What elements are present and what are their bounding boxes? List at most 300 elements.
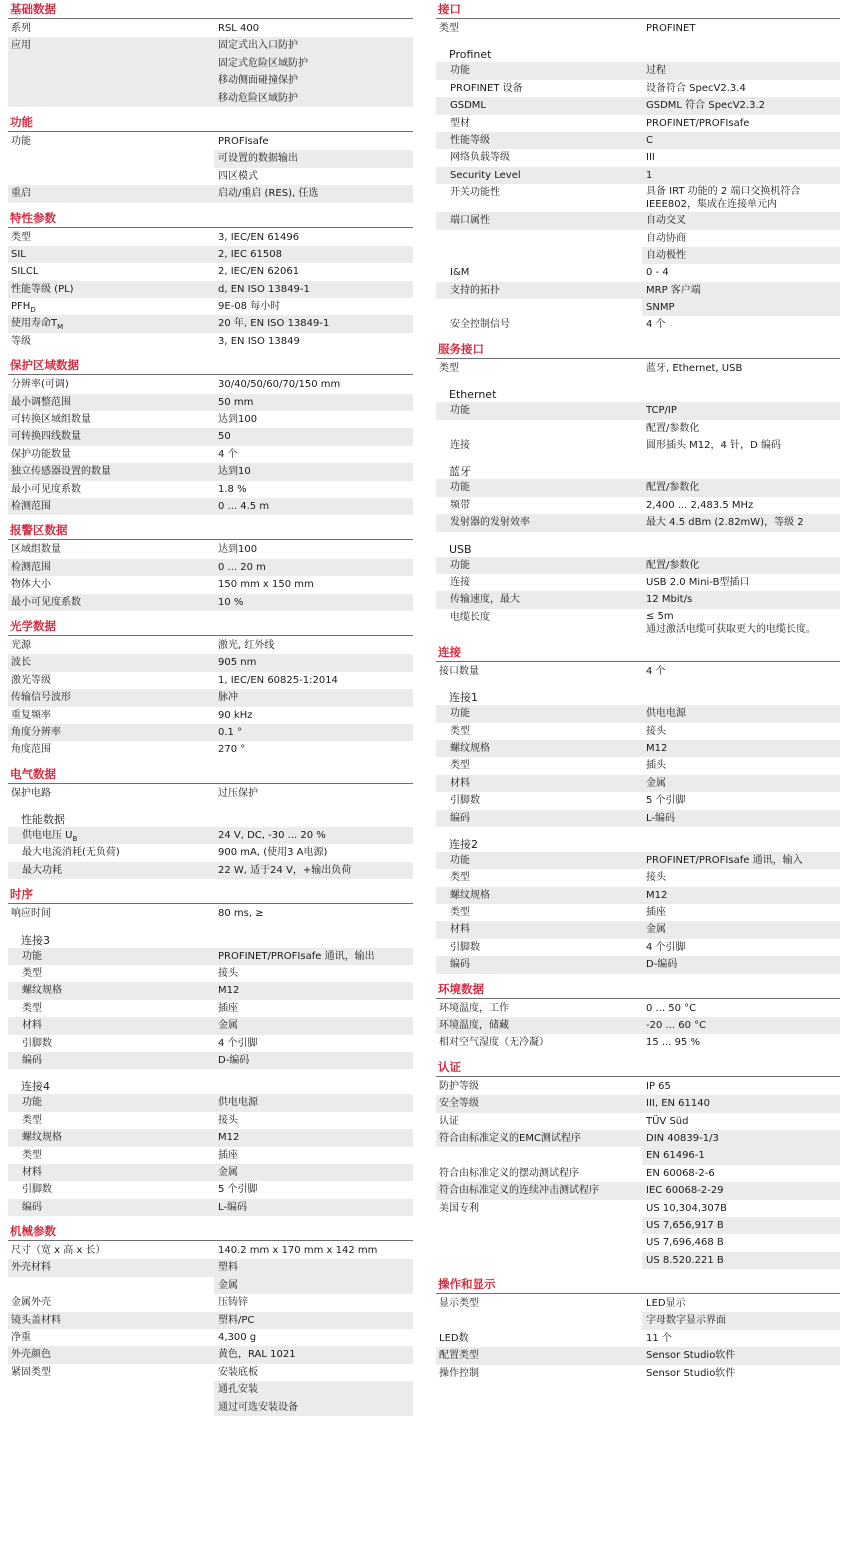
spec-key [8,689,214,706]
section-认证 [436,1058,840,1275]
spec-key-text: 最大电流消耗(无负荷) [22,847,120,859]
spec-row [436,574,840,591]
section-divider [8,903,413,904]
spec-row [436,316,840,333]
spec-row [8,72,413,89]
spec-key [436,887,642,904]
spec-value: 通孔安装 [214,1381,413,1398]
spec-row [436,1295,840,1312]
spec-key-text: 功能 [450,65,470,77]
spec-value: 塑料 [214,1259,413,1276]
spec-key [436,1347,642,1364]
spec-key-text: PFH [11,301,31,313]
spec-key-text: 符合由标准定义的摆动测试程序 [439,1167,579,1179]
spec-key-text: 材料 [450,924,470,936]
spec-value: 字母数字显示界面 [642,1312,840,1329]
spec-row [8,411,413,428]
spec-value: DIN 40839-1/3 [642,1130,840,1147]
spec-row [8,1329,413,1346]
spec-key [436,437,642,454]
spec-key-text: 支持的拓扑 [450,284,500,296]
spec-value: 1, IEC/EN 60825-1:2014 [218,674,338,686]
spec-row [436,514,840,531]
spec-value: M12 [642,740,840,757]
spec-key-text: 类型 [439,23,459,34]
spec-key-text: 性能等级 (PL) [11,283,74,295]
spec-key [8,498,214,515]
spec-value: 50 mm [214,394,413,411]
spec-value: 22 W, 适于24 V，+输出负荷 [214,862,413,879]
spec-value: 配置/参数化 [642,557,840,574]
spec-value: 金属 [214,1277,413,1294]
spec-key [436,757,642,774]
spec-key [436,939,642,956]
spec-key [8,1346,214,1363]
spec-row [8,844,413,861]
spec-value: 9E-08 每小时 [218,301,281,313]
spec-value: D-编码 [214,1052,413,1069]
spec-key-subscript: D [30,306,36,315]
spec-row [8,1242,413,1259]
spec-key-text: 类型 [439,362,459,374]
spec-value: 270 ° [218,744,246,756]
spec-key [8,1052,214,1069]
spec-row [8,1199,413,1216]
spec-row [8,481,413,498]
spec-row [8,827,413,844]
spec-key [8,785,214,802]
spec-row [8,905,413,922]
spec-key-text: 类型 [450,872,470,884]
spec-key [436,149,642,166]
section-title: 电气数据 [10,766,56,781]
spec-value: 3, EN ISO 13849 [218,335,300,347]
spec-key [8,263,214,280]
spec-value: 自动协商 [646,232,686,244]
spec-key-text: 接口数量 [439,665,479,677]
spec-key [436,705,642,722]
spec-value: 插座 [218,1002,238,1014]
spec-key-text: 引脚数 [450,795,480,807]
section-title: 光学数据 [10,618,56,633]
spec-key-text: 显示类型 [439,1298,479,1310]
spec-key [436,97,642,114]
spec-key-text: 重复频率 [11,709,51,721]
spec-value: 5 个引脚 [218,1184,258,1196]
spec-key [436,1000,642,1017]
spec-key-text: 材料 [450,777,470,789]
spec-row [436,1078,840,1095]
spec-key [436,1034,642,1051]
spec-row [8,637,413,654]
spec-row [8,1346,413,1363]
spec-value: EN 60068-2-6 [646,1167,715,1179]
spec-value: 4 个 [218,448,238,460]
spec-row [8,463,413,480]
spec-value: 过压保护 [218,787,258,799]
spec-key-text: 开关功能性 [450,187,500,199]
spec-key [436,62,642,79]
spec-key [436,1365,642,1382]
section-特性参数 [8,209,413,357]
spec-key-text: 编码 [22,1201,42,1213]
spec-row [8,1017,413,1034]
spec-key [8,90,214,107]
spec-value: 2,400 ... 2,483.5 MHz [646,499,754,511]
spec-key [8,55,214,72]
spec-key [436,591,642,608]
spec-value: US 7,656,917 B [642,1217,840,1234]
spec-value: TÜV Süd [646,1115,689,1127]
spec-key [8,541,214,558]
section-title: 时序 [10,887,33,902]
spec-key-text: 波长 [11,657,31,669]
spec-value: 11 个 [646,1332,672,1344]
spec-key [8,481,214,498]
section-divider [8,227,413,228]
spec-row [436,792,840,809]
spec-key-text: 区域组数量 [11,544,61,556]
spec-value: 1 [642,167,840,184]
spec-row [436,132,840,149]
spec-key [436,1095,642,1112]
spec-key-text: 性能等级 [450,134,490,146]
spec-value: 插座 [218,1149,238,1161]
spec-row [436,360,840,377]
spec-key-text: 尺寸（宽 x 高 x 长） [11,1245,106,1257]
spec-key [8,72,214,89]
spec-key [436,184,642,212]
spec-row [8,707,413,724]
spec-key [8,37,214,54]
section-title: 操作和显示 [438,1277,496,1292]
section-divider [436,998,840,999]
subsection-title: Profinet [449,48,492,62]
section-title: 服务接口 [438,341,484,356]
spec-row [8,1381,413,1398]
spec-key-text: 认证 [439,1115,459,1127]
spec-value: 移动危险区域防护 [214,90,413,107]
spec-key [8,559,214,576]
spec-value: 达到10 [214,463,413,480]
spec-key [436,1295,642,1312]
spec-row [8,541,413,558]
spec-key [436,609,642,637]
spec-key [436,852,642,869]
spec-value: 12 Mbit/s [642,591,840,608]
spec-row [8,281,413,298]
section-操作和显示 [436,1275,840,1388]
spec-key [8,1364,214,1381]
spec-row [8,446,413,463]
spec-key [436,1252,642,1269]
spec-row [8,37,413,54]
spec-key-text: 发射器的发射效率 [450,517,530,529]
spec-row [8,333,413,350]
spec-value: 设备符合 SpecV2.3.4 [646,82,746,94]
spec-key-text: 可转换四线数量 [11,431,81,443]
spec-row [436,97,840,114]
spec-row [436,1130,840,1147]
spec-row [8,1129,413,1146]
spec-key-text: Security Level [450,169,521,181]
spec-key [436,1113,642,1130]
spec-key-text: 功能 [450,708,470,720]
spec-row [8,20,413,37]
section-title: 功能 [10,114,33,129]
spec-row [8,246,413,263]
spec-key [436,360,642,377]
left-column [8,0,413,1422]
section-时序 [8,885,413,1222]
spec-key-text: 类型 [22,1002,42,1014]
spec-key-text: 最小可见度系数 [11,596,81,608]
section-保护区域数据 [8,356,413,521]
spec-key [8,1277,214,1294]
spec-row [8,948,413,965]
spec-key [436,282,642,299]
spec-key [8,185,214,202]
subsection-title: 连接2 [449,837,478,851]
spec-value: 圆形插头 M12，4 针，D 编码 [646,440,781,452]
spec-value: 90 kHz [218,709,253,721]
spec-value: 安装底板 [218,1366,258,1378]
spec-value: 50 [214,428,413,445]
spec-key-text: LED数 [439,1332,469,1344]
spec-key [436,557,642,574]
spec-key-text: 角度分辨率 [11,726,61,738]
spec-key [8,446,214,463]
spec-value: 过程 [642,62,840,79]
spec-row [436,557,840,574]
spec-row [436,775,840,792]
spec-key-text: 最小可见度系数 [11,483,81,495]
spec-value: 4 个引脚 [218,1037,258,1049]
spec-value: 30/40/50/60/70/150 mm [218,379,341,391]
spec-value: C [642,132,840,149]
spec-row [436,1182,840,1199]
spec-value: 15 ... 95 % [646,1037,701,1049]
spec-value: PROFINET/PROFIsafe 通讯，输入 [642,852,840,869]
spec-row [436,1165,840,1182]
spec-row [8,1294,413,1311]
spec-row [436,663,840,680]
spec-key-text: 重启 [11,188,31,200]
spec-key [436,247,642,264]
spec-key [8,1399,214,1416]
spec-value: 0 - 4 [646,267,669,279]
spec-key [8,1035,214,1052]
spec-key [8,844,214,861]
spec-row [436,1147,840,1164]
section-divider [436,358,840,359]
spec-key-text: 功能 [22,950,42,962]
spec-key [436,1200,642,1217]
spec-row [436,1234,840,1251]
spec-value: 激光, 红外线 [218,639,275,651]
spec-key-text: 镜头盖材料 [11,1314,61,1326]
spec-key-text: 防护等级 [439,1080,479,1092]
spec-key-text: 角度范围 [11,744,51,756]
spec-key [436,20,642,37]
spec-key-text: 连接 [450,440,470,452]
section-divider [436,1076,840,1077]
spec-row [8,185,413,202]
spec-row [8,559,413,576]
spec-key [436,402,642,419]
section-环境数据 [436,980,840,1058]
spec-key [8,637,214,654]
spec-value: 3, IEC/EN 61496 [218,231,300,243]
spec-row [8,428,413,445]
spec-key-text: 符合由标准定义的连续冲击测试程序 [439,1185,599,1197]
spec-row [8,1094,413,1111]
spec-row [8,1277,413,1294]
spec-key-text: 独立传感器设置的数量 [11,466,111,478]
spec-key [436,775,642,792]
spec-value: 金属 [642,775,840,792]
spec-key [8,411,214,428]
spec-value: 压铸锌 [218,1297,248,1309]
spec-value: 通过可选安装设备 [214,1399,413,1416]
spec-row [8,315,413,332]
spec-key [436,904,642,921]
spec-key-text: 环境温度，储藏 [439,1020,509,1032]
spec-key [436,1234,642,1251]
spec-value: M12 [214,1129,413,1146]
spec-key-text: 编码 [22,1054,42,1066]
spec-key [436,1217,642,1234]
spec-value: 2, IEC 61508 [214,246,413,263]
spec-row [436,264,840,281]
spec-row [436,479,840,496]
spec-row [8,229,413,246]
spec-key [8,862,214,879]
spec-key [436,740,642,757]
spec-row [8,1181,413,1198]
spec-value: 0 ... 20 m [214,559,413,576]
spec-key-text: 材料 [22,1166,42,1178]
spec-key-text: 净重 [11,1332,31,1344]
spec-key [436,167,642,184]
spec-key [8,168,214,185]
spec-key [8,827,214,844]
spec-key [8,1147,214,1164]
spec-row [436,705,840,722]
spec-key [436,956,642,973]
spec-key-text: 功能 [450,559,470,571]
spec-row [436,723,840,740]
section-divider [436,18,840,19]
spec-value: 0.1 ° [214,724,413,741]
spec-key [436,921,642,938]
spec-value: 4 个 [646,319,666,331]
spec-key-text: 传输速度，最大 [450,594,520,606]
section-divider [8,635,413,636]
spec-value: 脉冲 [214,689,413,706]
spec-key-text: 螺纹规格 [450,889,490,901]
spec-key-text: GSDML [450,100,486,112]
spec-row [436,282,840,299]
spec-key [436,212,642,229]
spec-row [436,1034,840,1051]
spec-value: IEC 60068-2-29 [642,1182,840,1199]
spec-value: 四区模式 [218,170,258,182]
spec-value: 蓝牙, Ethernet, USB [646,362,743,374]
spec-row [436,20,840,37]
spec-key-text: 外壳颜色 [11,1349,51,1361]
spec-row [436,1017,840,1034]
spec-value: RSL 400 [218,23,260,34]
section-报警区数据 [8,521,413,617]
subsection-title: 连接1 [449,691,478,705]
spec-value: PROFINET [646,23,696,34]
spec-key-text: 操作控制 [439,1367,479,1379]
spec-value: GSDML 符合 SpecV2.3.2 [642,97,840,114]
section-title: 保护区域数据 [10,358,79,373]
spec-value: 达到100 [218,414,258,426]
subsection-title: 连接3 [21,933,50,947]
spec-value: PROFINET/PROFIsafe [646,117,750,129]
spec-row [436,62,840,79]
spec-key [8,948,214,965]
spec-key-text: 响应时间 [11,908,51,920]
spec-key [8,315,214,332]
spec-value: 接头 [646,872,666,884]
spec-value: EN 61496-1 [642,1147,840,1164]
spec-key [8,1259,214,1276]
spec-value: 金属 [642,921,840,938]
section-title: 连接 [438,644,461,659]
spec-key [8,1181,214,1198]
spec-row [436,1347,840,1364]
spec-key [8,1381,214,1398]
spec-key [436,230,642,247]
spec-row [8,1035,413,1052]
spec-row [436,810,840,827]
spec-value: 启动/重启 (RES), 任选 [214,185,413,202]
spec-key-text: 光源 [11,639,31,651]
spec-value: 0 ... 4.5 m [214,498,413,515]
spec-row [436,212,840,229]
spec-row [8,133,413,150]
spec-key-text: 系列 [11,23,31,34]
spec-key [436,1017,642,1034]
spec-row [8,90,413,107]
spec-key-text: 符合由标准定义的EMC测试程序 [439,1132,581,1144]
spec-key-text: 检测范围 [11,500,51,512]
section-divider [436,661,840,662]
spec-value: 24 V, DC, -30 ... 20 % [214,827,413,844]
section-divider [8,374,413,375]
subsection-title: 蓝牙 [449,465,471,479]
spec-row [436,497,840,514]
spec-key-text: 网络负载等级 [450,152,510,164]
spec-key-text: 保护功能数量 [11,448,71,460]
spec-value: 可设置的数据输出 [214,150,413,167]
spec-value: -20 ... 60 °C [642,1017,840,1034]
spec-value: SNMP [642,299,840,316]
spec-key [436,497,642,514]
subsection-title: Ethernet [449,388,497,402]
spec-key-text: 外壳材料 [11,1262,51,1274]
spec-row [436,115,840,132]
spec-row [8,982,413,999]
spec-row [436,1252,840,1269]
spec-key [8,741,214,758]
spec-row [8,785,413,802]
spec-key [8,1112,214,1129]
